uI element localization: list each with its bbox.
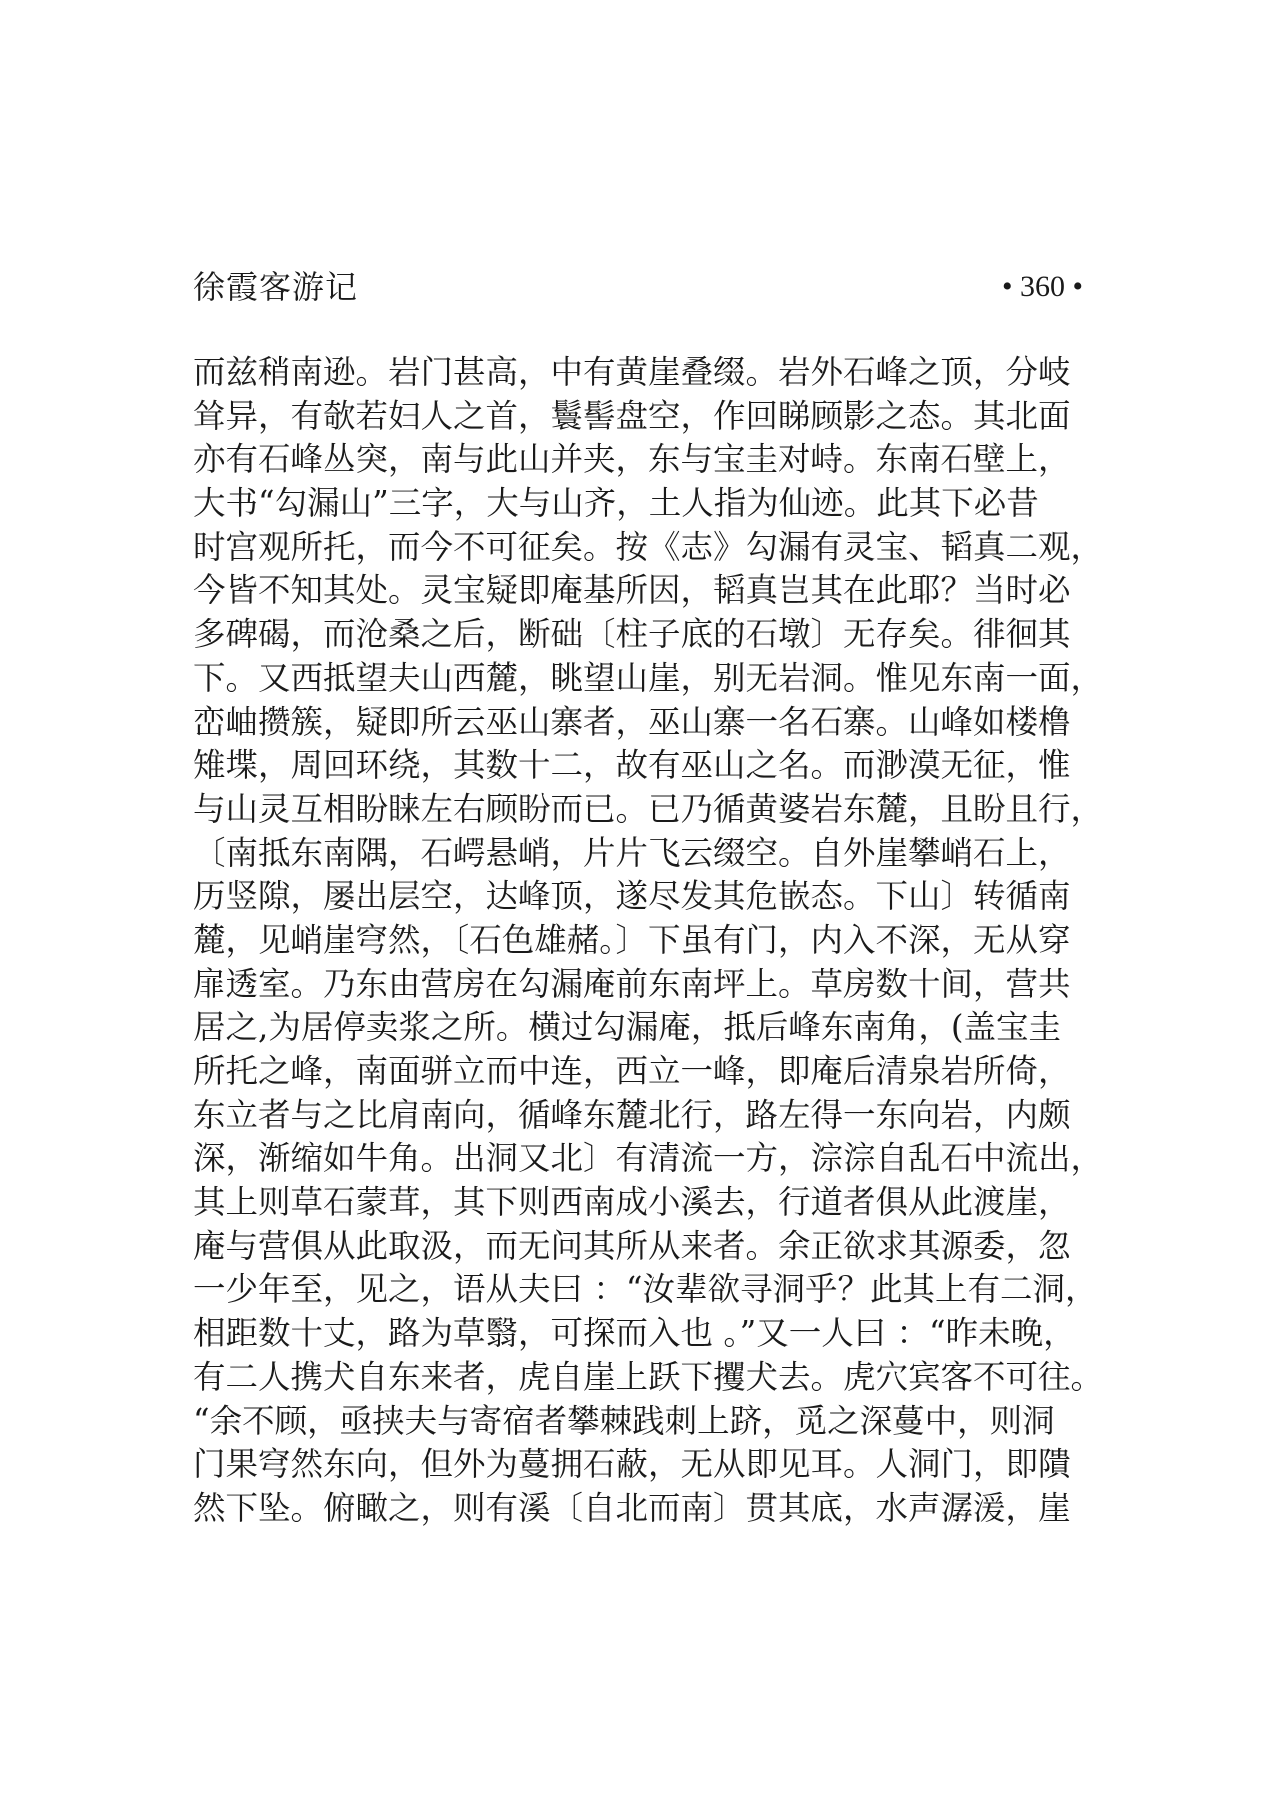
text-line: “余不顾，亟挟夫与寄宿者攀棘践刺上跻，觅之深蔓中，则洞: [193, 1401, 1055, 1440]
text-line: 庵与营俱从此取汲，而无问其所从来者。余正欲求其源委，忽: [193, 1226, 1071, 1265]
text-line: 麓，见峭崖穹然，〔石色雄赭。〕下虽有门，内入不深，无从穿: [193, 920, 1071, 959]
text-line: 下。又西抵望夫山西麓，眺望山崖，别无岩洞。惟见东南一面，: [193, 658, 1104, 697]
text-line: 多碑碣，而沧桑之后，断础〔柱子底的石墩〕无存矣。徘徊其: [193, 615, 1071, 654]
text-line: 深，渐缩如牛角。出洞又北〕有清流一方，淙淙自乱石中流出，: [193, 1139, 1104, 1178]
text-line: 居之,为居停卖浆之所。横过勾漏庵，抵后峰东南角，(盖宝圭: [193, 1008, 1062, 1047]
text-line: 〔南抵东南隅，石崿悬峭，片片飞云缀空。自外崖攀峭石上，: [193, 833, 1071, 872]
text-line: 有二人携犬自东来者，虎自崖上跃下攫犬去。虎穴宾客不可往。: [193, 1357, 1104, 1396]
text-line: 与山灵互相盼睐左右顾盼而已。已乃循黄婆岩东麓，且盼且行，: [193, 789, 1104, 828]
text-line: 历竖隙，屡出层空，达峰顶，遂尽发其危嵌态。下山〕转循南: [193, 877, 1071, 916]
text-line: 亦有石峰丛突，南与此山并夹，东与宝圭对峙。东南石壁上，: [193, 440, 1071, 479]
text-line: 东立者与之比肩南向，循峰东麓北行，路左得一东向岩，内颇: [193, 1095, 1071, 1134]
text-line: 其上则草石蒙茸，其下则西南成小溪去，行道者俱从此渡崖，: [193, 1183, 1071, 1222]
text-line: 相距数十丈，路为草翳，可探而入也 。”又一人曰 ：“昨未晚，: [193, 1314, 1076, 1353]
book-title: 徐霞客游记: [193, 268, 359, 306]
text-line: 峦岫攒簇，疑即所云巫山寨者，巫山寨一名石寨。山峰如楼橹: [193, 702, 1071, 741]
text-line: 然下坠。俯瞰之，则有溪〔自北而南〕贯其底，水声潺湲，崖: [193, 1488, 1071, 1527]
body-text: [193, 351, 1104, 1531]
text-line: 时宫观所托，而今不可征矣。按《志》勾漏有灵宝、韬真二观，: [193, 527, 1104, 566]
text-line: 而兹稍南逊。岩门甚高，中有黄崖叠缀。岩外石峰之顶，分岐: [193, 353, 1071, 391]
text-line: 雉堞，周回环绕，其数十二，故有巫山之名。而渺漠无征，惟: [193, 746, 1071, 785]
text-line: 耸异，有欹若妇人之首，鬟髻盘空，作回睇顾影之态。其北面: [193, 396, 1071, 435]
page-header: [193, 265, 1083, 309]
text-line: 今皆不知其处。灵宝疑即庵基所因，韬真岂其在此耶？当时必: [193, 571, 1071, 610]
page-number: • 360 •: [1001, 270, 1083, 303]
text-line: 大书“勾漏山”三字，大与山齐，土人指为仙迹。此其下必昔: [193, 484, 1039, 523]
text-line: 一少年至，见之，语从夫曰 ：“汝辈欲寻洞乎？此其上有二洞，: [193, 1270, 1098, 1309]
text-line: 门果穹然东向，但外为蔓拥石蔽，无从即见耳。人洞门，即隤: [193, 1445, 1071, 1484]
text-line: 所托之峰，南面骈立而中连，西立一峰，即庵后清泉岩所倚，: [193, 1052, 1071, 1090]
text-line: 扉透室。乃东由营房在勾漏庵前东南坪上。草房数十间，营共: [193, 964, 1071, 1003]
